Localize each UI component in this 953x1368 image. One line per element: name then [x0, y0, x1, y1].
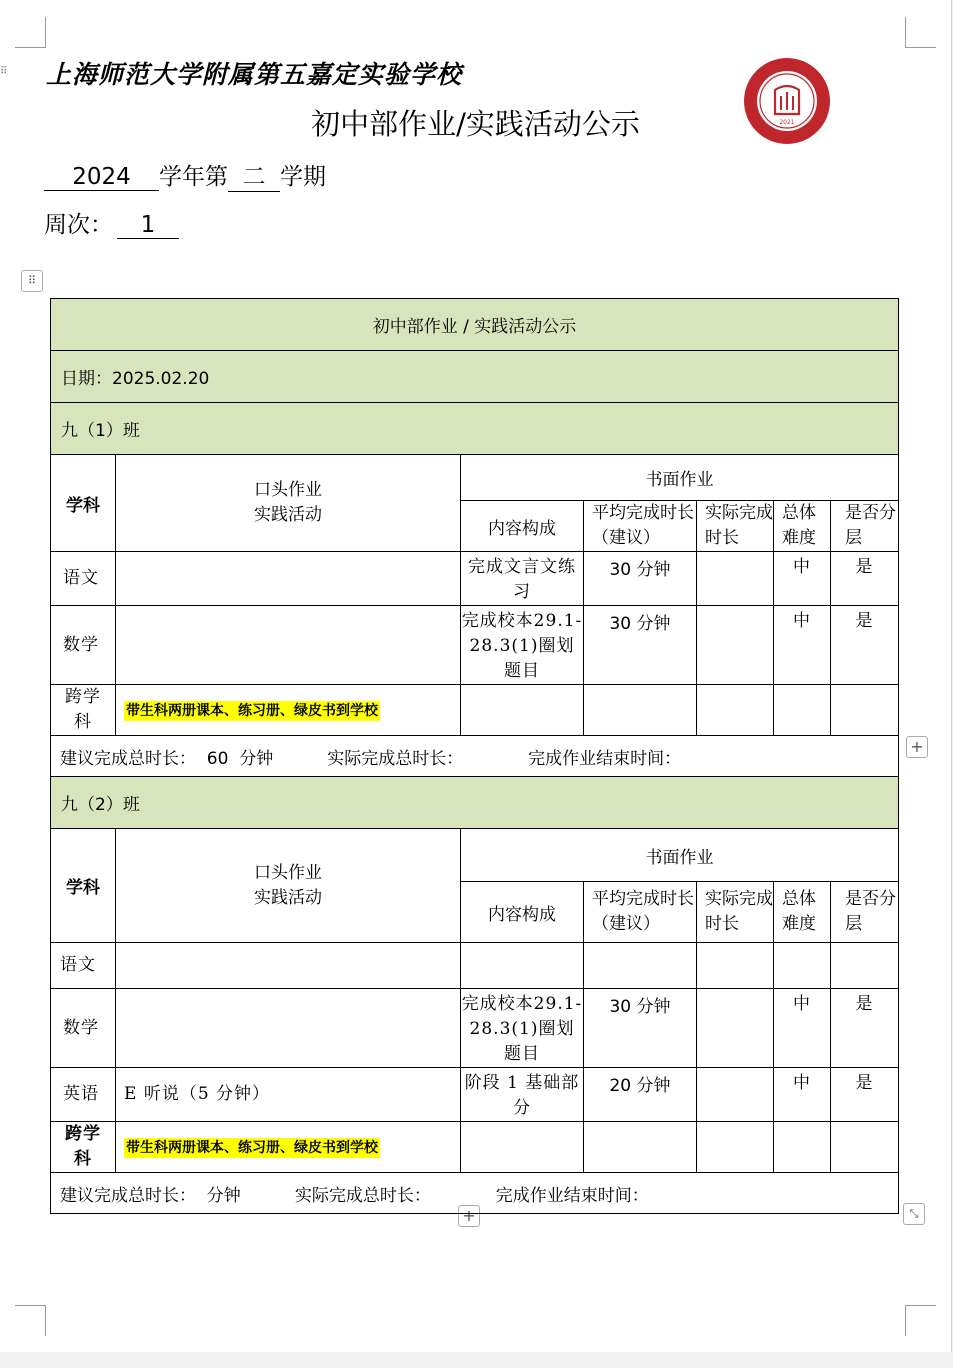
difficulty-cell[interactable]: 中 [774, 552, 831, 606]
paragraph-drag-icon[interactable]: ⠿ [0, 66, 8, 77]
subject-cell: 英语 [51, 1068, 116, 1122]
avg-time-cell[interactable] [584, 1122, 697, 1173]
difficulty-cell[interactable]: 中 [774, 1068, 831, 1122]
content-cell[interactable]: 完成文言文练习 [461, 552, 584, 606]
layered-cell[interactable]: 是 [831, 1068, 899, 1122]
week-label: 周次： [44, 212, 113, 238]
content-cell[interactable]: 阶段 1 基础部分 [461, 1068, 584, 1122]
col-actual-time: 实际完成时长 [697, 882, 774, 943]
summary-row: 建议完成总时长： 60 分钟 实际完成总时长： 完成作业结束时间： [51, 736, 899, 777]
layered-cell[interactable] [831, 685, 899, 736]
col-difficulty: 总体难度 [774, 501, 831, 552]
svg-text:2021: 2021 [779, 119, 795, 126]
resize-handle-icon[interactable]: ⤡ [903, 1203, 925, 1225]
table-row [51, 1122, 899, 1173]
semester-line [44, 158, 326, 192]
highlighted-note: 带生科两册课本、练习册、绿皮书到学校 [126, 703, 378, 719]
school-seal-logo [742, 56, 832, 146]
difficulty-cell[interactable] [774, 1122, 831, 1173]
actual-time-cell[interactable] [697, 943, 774, 989]
avg-time-cell[interactable] [584, 943, 697, 989]
layered-cell[interactable] [831, 943, 899, 989]
table-move-handle-icon[interactable]: ⠿ [21, 270, 43, 292]
layered-cell[interactable]: 是 [831, 606, 899, 685]
col-difficulty: 总体难度 [774, 882, 831, 943]
subject-cell: 跨学科 [51, 685, 116, 736]
subject-cell: 语文 [51, 943, 116, 989]
table-row [51, 943, 899, 989]
table-row [51, 685, 899, 736]
difficulty-cell[interactable]: 中 [774, 606, 831, 685]
summary-row: 建议完成总时长： 分钟 实际完成总时长： 完成作业结束时间： [51, 1173, 899, 1214]
col-layered: 是否分层 [831, 501, 899, 552]
table-row [51, 1068, 899, 1122]
oral-cell[interactable] [116, 989, 461, 1068]
add-row-icon[interactable]: + [458, 1205, 480, 1227]
oral-cell[interactable] [116, 685, 461, 736]
table-row [51, 552, 899, 606]
subject-cell: 跨学科 [51, 1122, 116, 1173]
avg-time-cell[interactable]: 30 分钟 [584, 989, 697, 1068]
actual-time-cell[interactable] [697, 989, 774, 1068]
col-layered: 是否分层 [831, 882, 899, 943]
subject-cell: 数学 [51, 989, 116, 1068]
table-row [51, 606, 899, 685]
col-avg-time: 平均完成时长（建议） [584, 882, 697, 943]
col-subject: 学科 [51, 455, 116, 552]
avg-time-cell[interactable] [584, 685, 697, 736]
class-name: 九（1）班 [51, 403, 899, 455]
content-cell[interactable]: 完成校本29.1-28.3(1)圈划题目 [461, 989, 584, 1068]
actual-time-cell[interactable] [697, 1122, 774, 1173]
col-content: 内容构成 [461, 501, 584, 552]
difficulty-cell[interactable]: 中 [774, 989, 831, 1068]
semester-suffix: 学期 [280, 164, 326, 190]
school-name: 上海师范大学附属第五嘉定实验学校 [46, 60, 463, 89]
difficulty-cell[interactable] [774, 943, 831, 989]
subject-cell: 语文 [51, 552, 116, 606]
class-name: 九（2）班 [51, 777, 899, 829]
week-line [44, 206, 179, 239]
date-row: 日期：2025.02.20 [51, 351, 899, 403]
table-title: 初中部作业 / 实践活动公示 [51, 299, 899, 351]
col-subject: 学科 [51, 829, 116, 943]
col-oral: 口头作业 实践活动 [116, 455, 461, 552]
col-written: 书面作业 [461, 455, 899, 501]
col-content: 内容构成 [461, 882, 584, 943]
highlighted-note: 带生科两册课本、练习册、绿皮书到学校 [126, 1140, 378, 1156]
avg-time-cell[interactable]: 20 分钟 [584, 1068, 697, 1122]
content-cell[interactable] [461, 943, 584, 989]
avg-time-cell[interactable]: 30 分钟 [584, 606, 697, 685]
year-value: 2024 [44, 164, 159, 191]
actual-time-cell[interactable] [697, 552, 774, 606]
actual-time-cell[interactable] [697, 685, 774, 736]
content-cell[interactable]: 完成校本29.1-28.3(1)圈划题目 [461, 606, 584, 685]
oral-cell[interactable] [116, 1122, 461, 1173]
homework-table [50, 298, 899, 1214]
oral-cell[interactable] [116, 943, 461, 989]
layered-cell[interactable] [831, 1122, 899, 1173]
document-title: 初中部作业/实践活动公示 [311, 107, 640, 141]
difficulty-cell[interactable] [774, 685, 831, 736]
page-corner-mark [905, 17, 936, 48]
page-corner-mark [905, 1305, 936, 1336]
oral-cell[interactable] [116, 552, 461, 606]
page-corner-mark [15, 1305, 46, 1336]
layered-cell[interactable]: 是 [831, 552, 899, 606]
actual-time-cell[interactable] [697, 606, 774, 685]
add-row-icon[interactable]: + [906, 736, 928, 758]
table-row [51, 989, 899, 1068]
content-cell[interactable] [461, 685, 584, 736]
col-actual-time: 实际完成时长 [697, 501, 774, 552]
subject-cell: 数学 [51, 606, 116, 685]
oral-cell[interactable] [116, 606, 461, 685]
avg-time-cell[interactable]: 30 分钟 [584, 552, 697, 606]
col-oral: 口头作业 实践活动 [116, 829, 461, 943]
col-avg-time: 平均完成时长（建议） [584, 501, 697, 552]
layered-cell[interactable]: 是 [831, 989, 899, 1068]
col-written: 书面作业 [461, 829, 899, 882]
semester-value: 二 [228, 158, 280, 192]
actual-time-cell[interactable] [697, 1068, 774, 1122]
oral-cell[interactable]: E 听说（5 分钟） [116, 1068, 461, 1122]
week-value: 1 [117, 212, 179, 239]
year-suffix: 学年第 [159, 164, 228, 190]
content-cell[interactable] [461, 1122, 584, 1173]
page-corner-mark [15, 17, 46, 48]
